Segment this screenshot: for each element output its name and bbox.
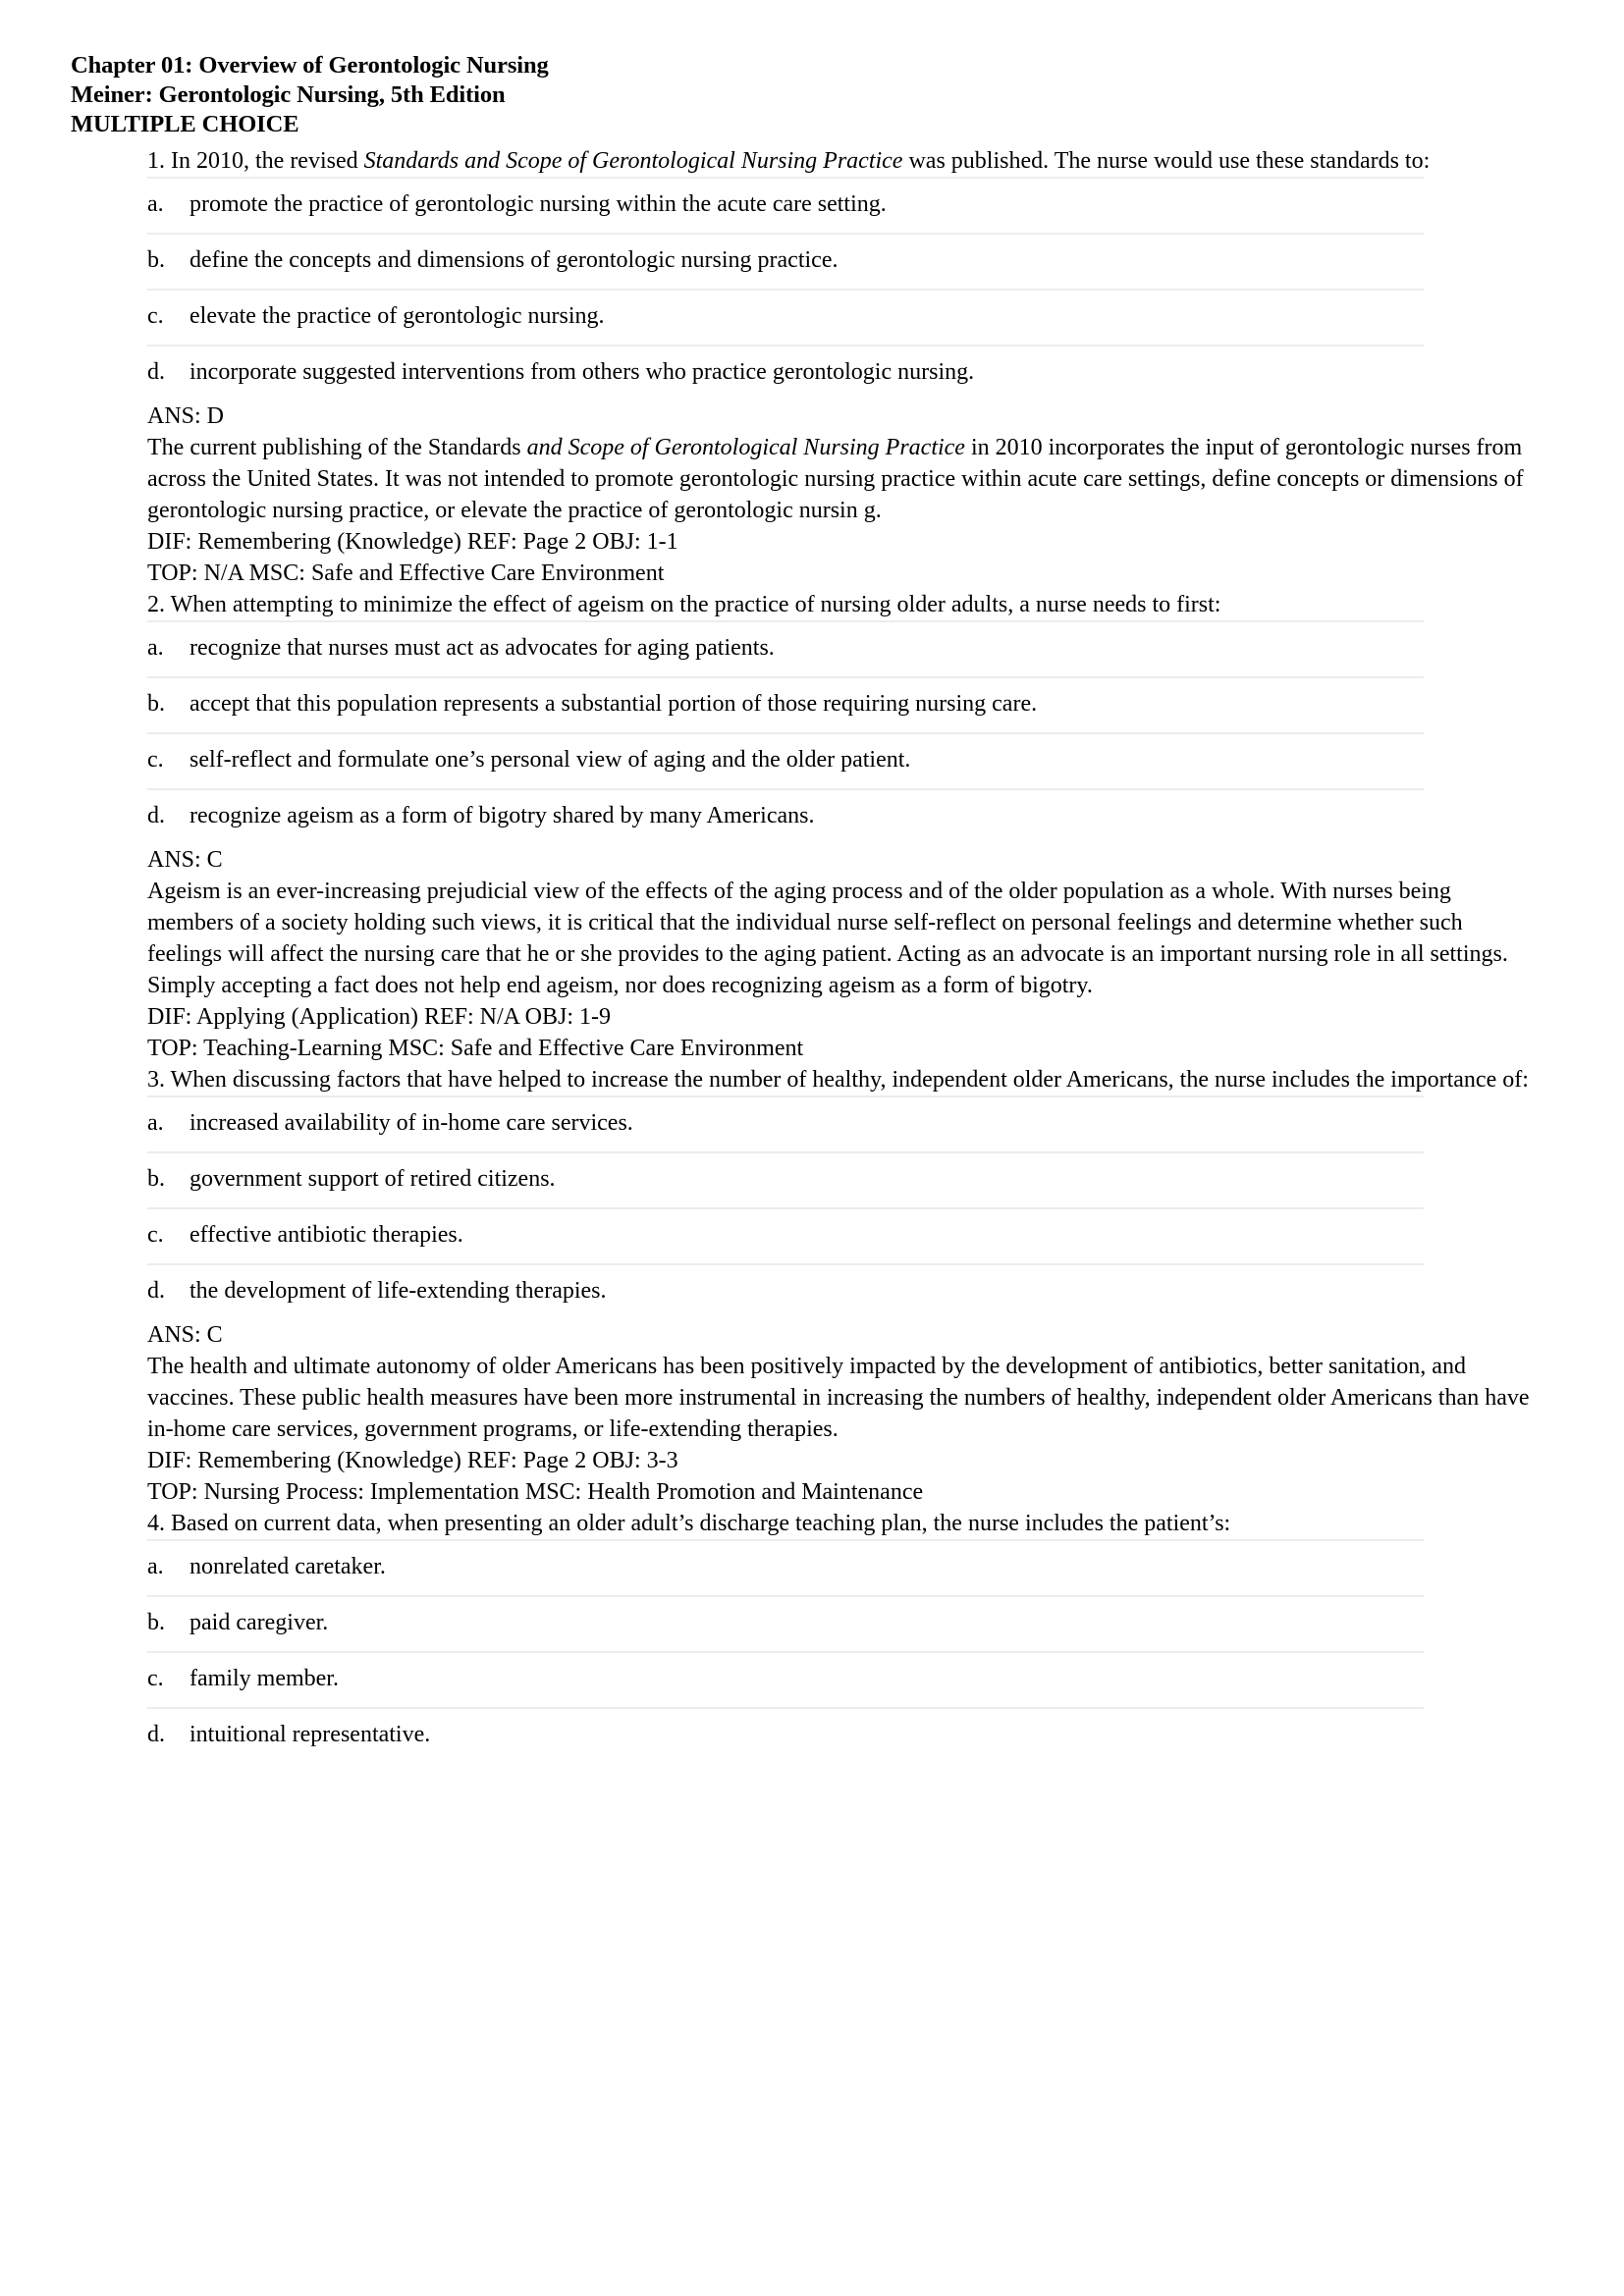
option-b (147, 1151, 1424, 1207)
topic-line: TOP: Teaching-Learning MSC: Safe and Effective Care Environment (147, 1036, 804, 1061)
question-number: 2. (147, 592, 165, 617)
option-letter: b. (147, 691, 165, 717)
option-letter: c. (147, 1222, 164, 1248)
topic-line: TOP: Nursing Process: Implementation MSC: Health Promotion and Maintenance (147, 1479, 924, 1505)
option-b (147, 676, 1424, 732)
question-stem: 2. When attempting to minimize the effect of ageism on the practice of nursing older adults, a nurse needs to first: (147, 592, 1221, 617)
option-c (147, 1207, 1424, 1263)
option-text: incorporate suggested interventions from others who practice gerontologic nursing. (189, 359, 975, 385)
option-letter: b. (147, 247, 165, 273)
option-text: intuitional representative. (189, 1722, 431, 1747)
question-stem: 4. Based on current data, when presenting an older adult’s discharge teaching plan, the nurse includes the patient’s: (147, 1511, 1231, 1536)
option-text: self-reflect and formulate one’s personal view of aging and the older patient. (189, 747, 911, 773)
option-a (147, 177, 1424, 233)
question-number: 1. (147, 148, 165, 174)
difficulty-line: DIF: Applying (Application) REF: N/A OBJ: 1-9 (147, 1004, 612, 1030)
option-text: increased availability of in-home care services. (189, 1110, 633, 1136)
option-text: promote the practice of gerontologic nursing within the acute care setting. (189, 191, 887, 217)
question-4 (147, 1508, 1532, 1763)
option-letter: d. (147, 803, 165, 828)
option-text: the development of life-extending therapies. (189, 1278, 607, 1304)
italic-title: and Scope of Gerontological Nursing Practice (526, 435, 965, 460)
answer-options (147, 1095, 1424, 1319)
option-letter: a. (147, 1110, 164, 1136)
option-a (147, 1095, 1424, 1151)
rationale: The health and ultimate autonomy of older Americans has been positively impacted by the development of antibiotics, better sanitation, and vaccines. These public health measures have been more instrumental in increasing the numbers of healthy, independent older Americans than have in-home care services, government programs, or life-extending therapies. (147, 1354, 1530, 1442)
question-list (147, 145, 1532, 1763)
question-2 (147, 589, 1532, 1064)
option-text: elevate the practice of gerontologic nursing. (189, 303, 605, 329)
option-text: government support of retired citizens. (189, 1166, 556, 1192)
option-letter: c. (147, 303, 164, 329)
answer-options (147, 177, 1424, 400)
option-text: family member. (189, 1666, 339, 1691)
difficulty-line: DIF: Remembering (Knowledge) REF: Page 2 OBJ: 1-1 (147, 529, 678, 555)
option-text: nonrelated caretaker. (189, 1554, 386, 1579)
option-letter: d. (147, 359, 165, 385)
question-3 (147, 1064, 1532, 1508)
option-text: recognize ageism as a form of bigotry shared by many Americans. (189, 803, 815, 828)
option-letter: d. (147, 1722, 165, 1747)
option-letter: d. (147, 1278, 165, 1304)
answer-options (147, 1539, 1424, 1763)
question-stem: 1. In 2010, the revised Standards and Scope of Gerontological Nursing Practice was published. The nurse would use these standards to: (147, 148, 1431, 174)
answer-key: ANS: D (147, 403, 225, 429)
option-letter: a. (147, 1554, 164, 1579)
option-text: effective antibiotic therapies. (189, 1222, 463, 1248)
rationale: Ageism is an ever-increasing prejudicial view of the effects of the aging process and of the older population as a whole. With nurses being members of a society holding such views, it is critical that the individual nurse self-reflect on personal feelings and determine whether such feelings will affect the nursing care that he or she provides to the aging patient. Acting as an advocate is an important nursing role in all settings. Simply accepting a fact does not help end ageism, nor does recognizing ageism as a form of bigotry. (147, 879, 1508, 998)
option-d (147, 1707, 1424, 1763)
option-a (147, 620, 1424, 676)
answer-key: ANS: C (147, 847, 223, 873)
option-a (147, 1539, 1424, 1595)
document-header (71, 51, 549, 139)
option-text: recognize that nurses must act as advocates for aging patients. (189, 635, 775, 661)
option-c (147, 289, 1424, 345)
option-text: define the concepts and dimensions of gerontologic nursing practice. (189, 247, 839, 273)
option-letter: c. (147, 747, 164, 773)
italic-title: Standards and Scope of Gerontological Nursing Practice (363, 148, 903, 174)
option-letter: a. (147, 191, 164, 217)
option-letter: b. (147, 1610, 165, 1635)
rationale: The current publishing of the Standards and Scope of Gerontological Nursing Practice in 2010 incorporates the input of gerontologic nurses from across the United States. It was not intended to promote gerontologic nursing practice within acute care settings, define concepts or dimensions of gerontologic nursing practice, or elevate the practice of gerontologic nursin g. (147, 435, 1524, 523)
option-letter: a. (147, 635, 164, 661)
option-b (147, 233, 1424, 289)
section-title: MULTIPLE CHOICE (71, 111, 299, 137)
option-d (147, 1263, 1424, 1319)
option-letter: c. (147, 1666, 164, 1691)
question-stem: 3. When discussing factors that have helped to increase the number of healthy, independent older Americans, the nurse includes the importance of: (147, 1067, 1529, 1093)
option-d (147, 788, 1424, 844)
option-d (147, 345, 1424, 400)
answer-key: ANS: C (147, 1322, 223, 1348)
option-c (147, 1651, 1424, 1707)
difficulty-line: DIF: Remembering (Knowledge) REF: Page 2 OBJ: 3-3 (147, 1448, 678, 1473)
book-title: Meiner: Gerontologic Nursing, 5th Edition (71, 81, 506, 108)
option-text: paid caregiver. (189, 1610, 329, 1635)
question-number: 3. (147, 1067, 165, 1093)
topic-line: TOP: N/A MSC: Safe and Effective Care Environment (147, 561, 665, 586)
question-number: 4. (147, 1511, 165, 1536)
option-b (147, 1595, 1424, 1651)
option-letter: b. (147, 1166, 165, 1192)
chapter-title: Chapter 01: Overview of Gerontologic Nursing (71, 52, 549, 79)
answer-options (147, 620, 1424, 844)
option-c (147, 732, 1424, 788)
option-text: accept that this population represents a substantial portion of those requiring nursing care. (189, 691, 1038, 717)
question-1 (147, 145, 1532, 589)
